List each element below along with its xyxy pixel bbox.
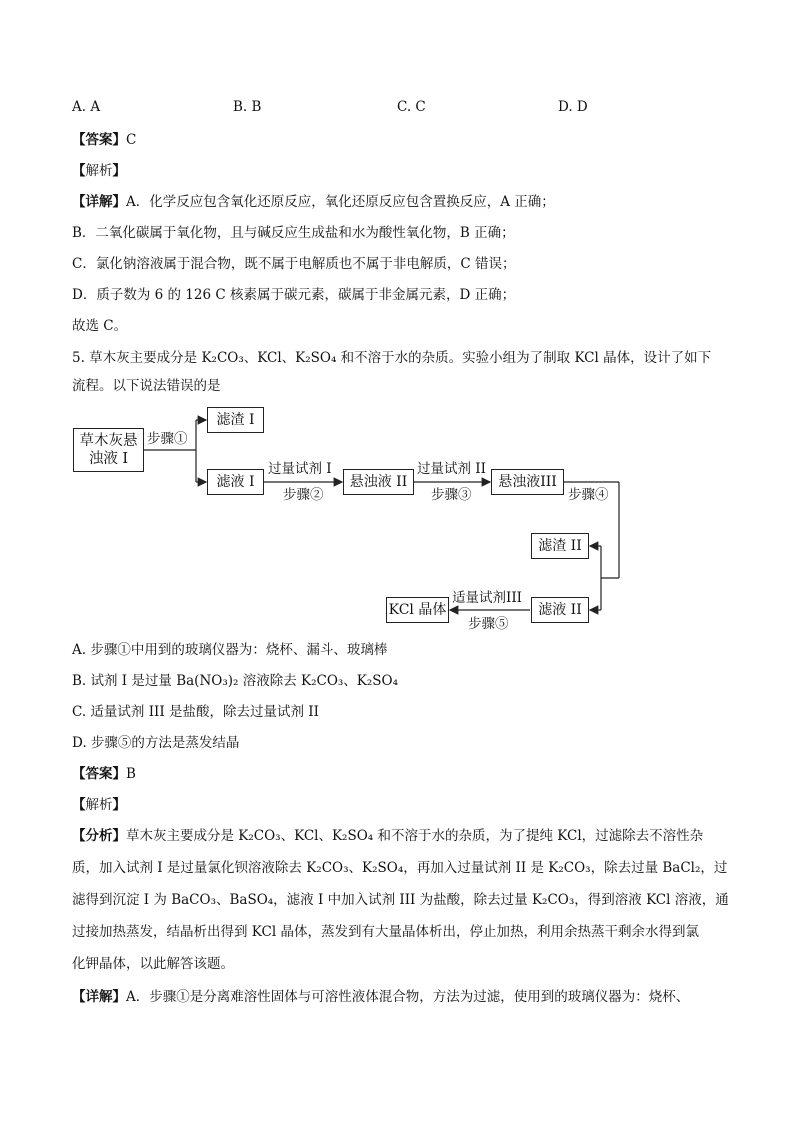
- box-residue-1: 滤渣 I: [207, 407, 264, 433]
- answer5-value: B: [126, 766, 136, 782]
- answer5-label: 【答案】: [72, 766, 126, 782]
- answer-label: 【答案】: [72, 132, 126, 148]
- box-residue-2: 滤渣 II: [531, 533, 589, 559]
- analysis5-heading: 【解析】: [72, 797, 126, 813]
- detail-label: 【详解】: [72, 194, 126, 210]
- question5-line2: 流程。以下说法错误的是: [72, 378, 221, 394]
- option-b: B. B: [233, 99, 262, 115]
- question5-line1: 5. 草木灰主要成分是 K₂CO₃、KCl、K₂SO₄ 和不溶于水的杂质。实验小组为了制取 KCl 晶体，设计了如下: [72, 350, 712, 366]
- option-c: C. C: [397, 99, 426, 115]
- label-step3: 步骤③: [431, 487, 472, 503]
- detail-line-4: D．质子数为 6 的 126 C 核素属于碳元素，碳属于非金属元素，D 正确；: [72, 287, 516, 303]
- label-step4: 步骤④: [568, 487, 609, 503]
- option-a: A. A: [72, 99, 101, 115]
- label-reagent1: 过量试剂 I: [268, 461, 332, 477]
- box-filtrate-2: 滤液 II: [531, 597, 589, 623]
- box-suspension-2: 悬浊液 II: [343, 469, 414, 495]
- option-d: D. D: [558, 99, 588, 115]
- label-step1: 步骤①: [147, 431, 188, 447]
- box-filtrate-1: 滤液 I: [207, 469, 264, 495]
- analysis5-line-2: 质，加入试剂 I 是过量氯化钡溶液除去 K₂CO₃、K₂SO₄，再加入过量试剂 II 是 K₂CO₃，除去过量 BaCl₂，过: [72, 860, 728, 876]
- detail-text: A．化学反应包含氧化还原反应，氧化还原反应包含置换反应，A 正确；: [126, 194, 555, 210]
- label-step5: 步骤⑤: [468, 616, 509, 632]
- detail-line-2: B．二氧化碳属于氧化物，且与碱反应生成盐和水为酸性氧化物，B 正确；: [72, 225, 515, 241]
- detail-line-5: 故选 C。: [72, 318, 128, 334]
- analysis5-text: 草木灰主要成分是 K₂CO₃、KCl、K₂SO₄ 和不溶于水的杂质，为了提纯 KCl，过滤除去不溶性杂: [126, 828, 704, 844]
- answer-value: C: [126, 132, 137, 148]
- label-reagent3: 适量试剂III: [452, 590, 522, 606]
- choice-d: D. 步骤⑤的方法是蒸发结晶: [72, 735, 240, 751]
- analysis-label: 解析: [85, 163, 113, 179]
- analysis5-label: 解析: [85, 797, 113, 813]
- box-suspension-1: 草木灰悬浊液 I: [73, 428, 144, 472]
- detail5-label: 【详解】: [72, 989, 126, 1005]
- answer5: [72, 764, 136, 784]
- choice-b: B. 试剂 I 是过量 Ba(NO₃)₂ 溶液除去 K₂CO₃、K₂SO₄: [72, 673, 399, 689]
- label-reagent2: 过量试剂 II: [417, 461, 486, 477]
- analysis5-tag: 【分析】: [72, 828, 126, 844]
- analysis5-line-5: 化钾晶体，以此解答该题。: [72, 956, 234, 972]
- analysis-heading: 【解析】: [72, 163, 126, 179]
- choice-a: A. 步骤①中用到的玻璃仪器为：烧杯、漏斗、玻璃棒: [72, 642, 388, 658]
- box-kcl-crystal: KCl 晶体: [386, 597, 449, 623]
- analysis5-line-3: 滤得到沉淀 I 为 BaCO₃、BaSO₄，滤液 I 中加入试剂 III 为盐酸，除去过量 K₂CO₃，得到溶液 KCl 溶液，通: [72, 892, 729, 908]
- analysis5-line-4: 过接加热蒸发，结晶析出得到 KCl 晶体，蒸发到有大量晶体析出，停止加热，利用余热蒸干剩余水得到氯: [72, 924, 699, 940]
- analysis5-line-1: [72, 822, 724, 850]
- detail-line-3: C．氯化钠溶液属于混合物，既不属于电解质也不属于非电解质，C 错误；: [72, 256, 516, 272]
- label-step2: 步骤②: [283, 487, 324, 503]
- detail5-text: A．步骤①是分离难溶性固体与可溶性液体混合物，方法为过滤，使用到的玻璃仪器为：烧杯、: [126, 989, 690, 1005]
- box-suspension-3: 悬浊液III: [491, 469, 564, 495]
- choice-c: C. 适量试剂 III 是盐酸，除去过量试剂 II: [72, 704, 319, 720]
- detail5-line-1: [72, 983, 724, 1011]
